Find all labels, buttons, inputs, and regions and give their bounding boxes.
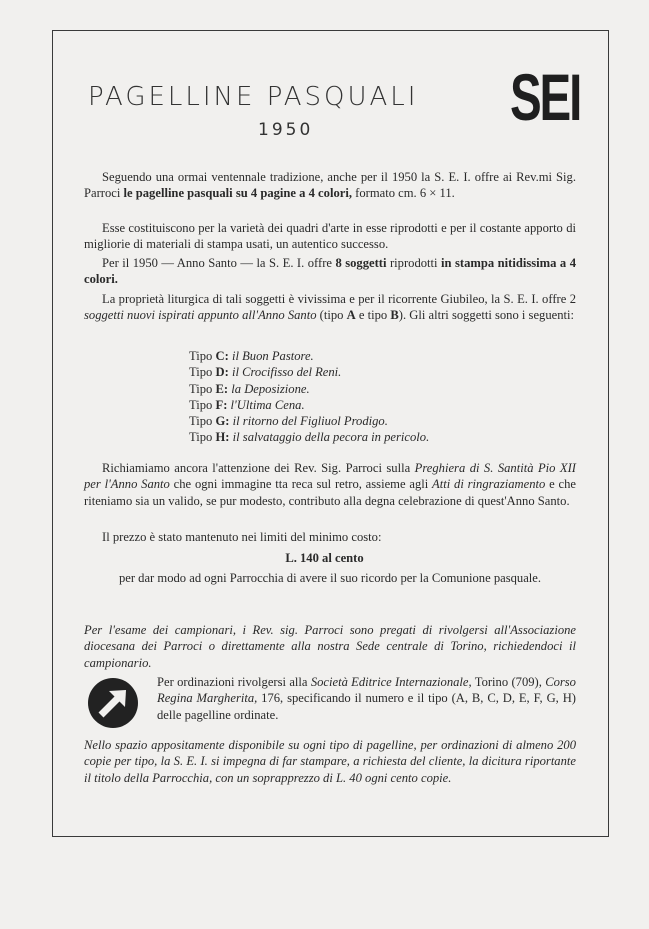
- year-subtitle: 1950: [258, 120, 314, 140]
- note-ordinazioni: Per ordinazioni rivolgersi alla Società Editrice Internazionale, Torino (709), Corso Regina Margherita, 176, specificando il numero e il tipo (A, B, C, D, E, F, G, H) delle pagelline ordinate.: [157, 675, 576, 722]
- tipi-list: [189, 348, 429, 446]
- list-item: Tipo E: la Deposizione.: [189, 381, 310, 396]
- paragraph-preghiera: Richiamiamo ancora l'attenzione dei Rev. Sig. Parroci sulla Preghiera di S. Santità Pio XII per l'Anno Santo che ogni immagine tta reca sul retro, assieme agli Atti di ringraziamento e che riteniamo sia un valido, se pur modesto, contributo alla degna celebrazione di quest'Anno Santo.: [84, 461, 576, 508]
- page-title: PAGELLINE PASQUALI: [88, 82, 419, 112]
- sei-logo: SEI: [510, 60, 581, 134]
- list-item: Tipo H: il salvataggio della pecora in pericolo.: [189, 430, 430, 445]
- paragraph-soggetti: La proprietà liturgica di tali soggetti è vivissima e per il ricorrente Giubileo, la S. E. I. offre 2 soggetti nuovi ispirati appunto all'Anno Santo (tipo A e tipo B). Gli altri soggetti sono i seguenti:: [84, 292, 576, 323]
- paragraph-anno-santo: Per il 1950 — Anno Santo — la S. E. I. offre 8 soggetti riprodotti in stampa nitidissima a 4 colori.: [84, 256, 576, 287]
- note-dicitura: Nello spazio appositamente disponibile su ogni tipo di pagelline, per ordinazioni di almeno 200 copie per tipo, la S. E. I. si impegna di far stampare, a richiesta del cliente, la dicitura riportante il titolo della Parrocchia, con un soprapprezzo di L. 40 ogni cento copie.: [84, 738, 576, 785]
- list-item: Tipo D: il Crocifisso del Reni.: [189, 365, 342, 380]
- list-item: Tipo F: l'Ultima Cena.: [189, 397, 305, 412]
- price-label: L. 140 al cento: [285, 551, 364, 565]
- paragraph-success: Esse costituiscono per la varietà dei quadri d'arte in esse riprodotti e per il costante apporto di migliorie di materiali di stampa usati, un autentico successo.: [84, 221, 576, 252]
- note-campionari: Per l'esame dei campionari, i Rev. sig. Parroci sono pregati di rivolgersi all'Associazione diocesana dei Parroci o direttamente alla nostra Sede centrale di Torino, richiedendoci il campionario.: [84, 623, 576, 670]
- list-item: Tipo G: il ritorno del Figliuol Prodigo.: [189, 414, 388, 429]
- paragraph-comunione: per dar modo ad ogni Parrocchia di avere il suo ricordo per la Comunione pasquale.: [118, 571, 542, 585]
- paragraph-intro: Seguendo una ormai ventennale tradizione, anche per il 1950 la S. E. I. offre ai Rev.mi Sig. Parroci le pagelline pasquali su 4 pagine a 4 colori, formato cm. 6 × 11.: [84, 170, 576, 201]
- arrow-up-right-icon: [87, 677, 139, 729]
- list-item: Tipo C: il Buon Pastore.: [189, 349, 314, 363]
- paragraph-prezzo: Il prezzo è stato mantenuto nei limiti del minimo costo:: [102, 530, 382, 544]
